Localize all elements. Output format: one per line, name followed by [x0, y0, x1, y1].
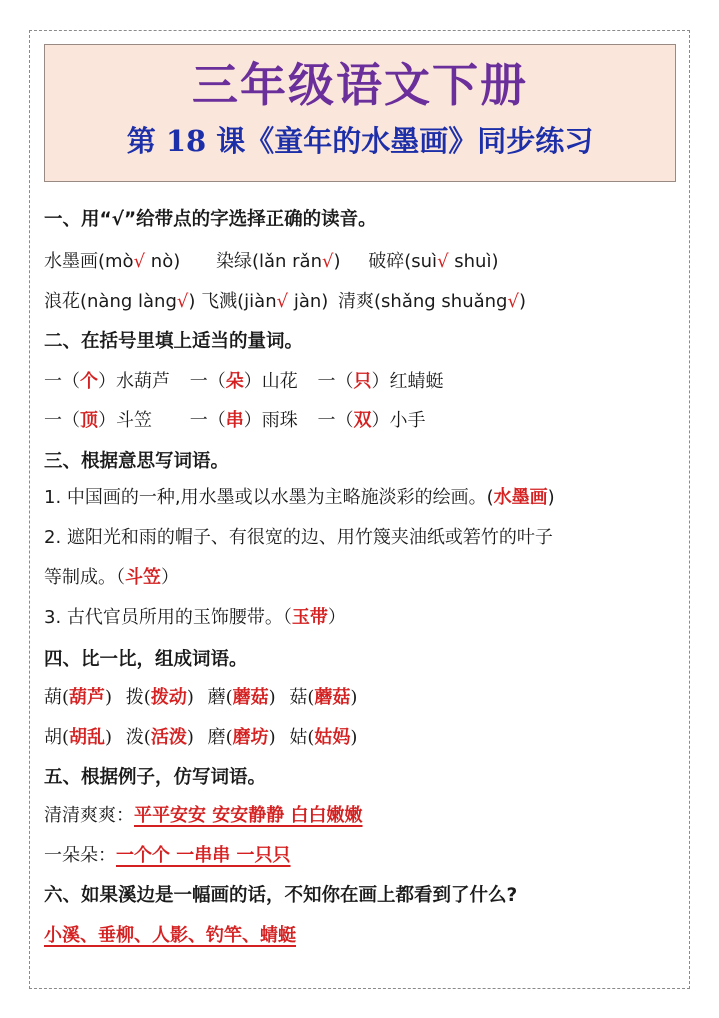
header-box — [44, 44, 676, 182]
answer: 蘑菇 — [232, 687, 269, 708]
answer: 拨动 — [150, 687, 187, 708]
s1-item: 飞溅(jiàn√ jàn) — [201, 291, 329, 312]
check-mark-icon: √ — [322, 251, 334, 272]
s1-item: 浪花(nàng làng√) — [44, 291, 196, 312]
check-mark-icon: √ — [176, 291, 189, 312]
answer: 水墨画 — [493, 487, 548, 508]
section-2-heading: 二、在括号里填上适当的量词。 — [44, 331, 304, 352]
answer: 只 — [353, 371, 372, 392]
s4-item: 拨(拨动) — [125, 687, 194, 708]
section-1-heading: 一、用“√”给带点的字选择正确的读音。 — [44, 209, 377, 230]
check-mark-icon: √ — [507, 291, 519, 312]
s5-example-2: 一朵朵：一个个 一串串 一只只 — [44, 845, 291, 866]
s1-row-2 — [44, 288, 526, 316]
s2-item: 一（个）水葫芦 — [44, 371, 170, 392]
s3-question-2-line-1: 2. 遮阳光和雨的帽子、有很宽的边、用竹篾夹油纸或箬竹的叶子 — [44, 527, 553, 548]
answer: 串 — [225, 410, 244, 431]
section-6-heading: 六、如果溪边是一幅画的话，不知你在画上都看到了什么? — [44, 885, 518, 906]
answer: 平平安安 安安静静 白白嫩嫩 — [134, 805, 363, 826]
answer: 磨坊 — [232, 727, 269, 748]
s2-item: 一（顶）斗笠 — [44, 410, 152, 431]
answer: 葫芦 — [69, 687, 106, 708]
answer: 胡乱 — [69, 727, 106, 748]
s4-item: 菇(蘑菇) — [289, 687, 358, 708]
check-mark-icon: √ — [276, 291, 289, 312]
s1-item: 染绿(lǎn rǎn√) — [215, 251, 341, 272]
section-4-heading: 四、比一比，组成词语。 — [44, 649, 248, 670]
answer: 个 — [80, 371, 98, 392]
check-mark-icon: √ — [133, 251, 146, 272]
answer: 姑妈 — [314, 727, 351, 748]
s2-item: 一（串）雨珠 — [189, 410, 298, 431]
answer: 活泼 — [150, 727, 187, 748]
answer: 一个个 一串串 一只只 — [116, 845, 291, 866]
s2-item: 一（朵）山花 — [189, 371, 298, 392]
check-mark-icon: √ — [437, 251, 449, 272]
answer: 双 — [353, 410, 372, 431]
s2-item: 一（双）小手 — [317, 410, 426, 431]
s4-row-2 — [44, 724, 357, 752]
s6-answer-line — [44, 922, 296, 950]
s1-row-1 — [44, 248, 499, 276]
s4-item: 蘑(蘑菇) — [207, 687, 276, 708]
page-title: 三年级语文下册 — [192, 58, 528, 112]
answer: 顶 — [80, 410, 98, 431]
s2-row-2 — [44, 407, 425, 435]
answer: 玉带 — [291, 607, 328, 628]
answer: 斗笠 — [125, 567, 161, 588]
page-subtitle: 第 18 课《童年的水墨画》同步练习 — [126, 124, 594, 158]
s1-item: 清爽(shǎng shuǎng√) — [338, 291, 526, 312]
s2-row-1 — [44, 368, 443, 396]
s1-item: 破碎(suì√ shuì) — [368, 251, 499, 272]
section-3-heading: 三、根据意思写词语。 — [44, 451, 230, 472]
s4-row-1 — [44, 684, 357, 712]
s3-question-2-line-2: 等制成。（斗笠） — [44, 567, 179, 588]
answer: 蘑菇 — [314, 687, 351, 708]
s3-question-1: 1. 中国画的一种,用水墨或以水墨为主略施淡彩的绘画。(水墨画) — [44, 487, 555, 508]
s5-example-1: 清清爽爽：平平安安 安安静静 白白嫩嫩 — [44, 805, 363, 826]
s1-item: 水墨画(mò√ nò) — [44, 251, 181, 272]
s4-item: 胡(胡乱) — [44, 727, 113, 748]
section-5-heading: 五、根据例子，仿写词语。 — [44, 767, 267, 788]
s4-item: 姑(姑妈) — [289, 727, 358, 748]
answer: 小溪、垂柳、人影、钓竿、蜻蜓 — [44, 925, 296, 946]
s4-item: 葫(葫芦) — [44, 687, 113, 708]
s3-question-3: 3. 古代官员所用的玉饰腰带。（玉带） — [44, 607, 346, 628]
answer: 朵 — [225, 371, 244, 392]
s4-item: 泼(活泼) — [125, 727, 194, 748]
s4-item: 磨(磨坊) — [207, 727, 276, 748]
s2-item: 一（只）红蜻蜓 — [317, 371, 444, 392]
